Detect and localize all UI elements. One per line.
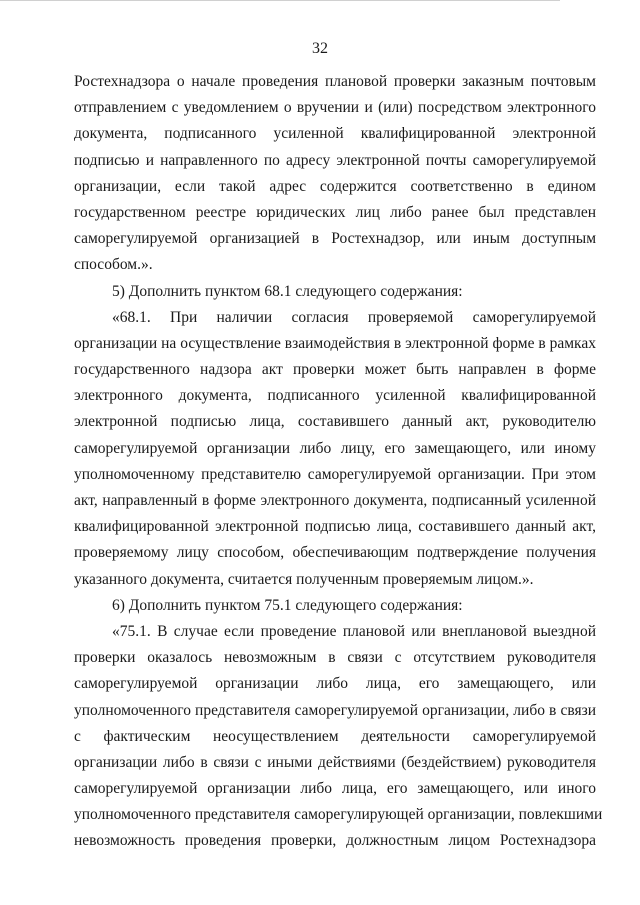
text-line: Ростехнадзора о начале проведения плановой проверки заказным почтовым	[74, 73, 596, 90]
text-line: проверки оказалось невозможным в связи с отсутствием руководителя	[74, 649, 596, 667]
text-line: саморегулируемой организации либо лицу, его замещающего, или иному	[74, 439, 596, 457]
text-line: «68.1. При наличии согласия проверяемой саморегулируемой	[112, 308, 596, 326]
text-line: документа, подписанного усиленной квалифицированной электронной	[74, 125, 596, 143]
text-line: государственного надзора акт проверки может быть направлен в форме	[74, 361, 596, 379]
text-line: организации либо в связи с иными действиями (бездействием) руководителя	[74, 753, 596, 771]
text-line: уполномоченного представителя саморегулируемой организации, либо в связи	[74, 701, 596, 719]
text-line: акт, направленный в форме электронного документа, подписанный усиленной	[74, 492, 596, 509]
text-line: саморегулируемой организации либо лица, его замещающего, или	[74, 675, 596, 693]
text-line: уполномоченного представителя саморегулирующей организации, повлекшими	[74, 806, 603, 824]
text-line: невозможность проведения проверки, должностным лицом Ростехнадзора	[74, 832, 596, 850]
text-line: способом.».	[74, 256, 153, 274]
text-line: с фактическим неосуществлением деятельности саморегулируемой	[74, 727, 596, 745]
text-line: указанного документа, считается полученным проверяемым лицом.».	[74, 570, 534, 588]
text-line: государственном реестре юридических лиц либо ранее был представлен	[74, 203, 596, 221]
document-body	[74, 69, 603, 855]
top-rule	[0, 0, 560, 1]
text-line: электронной подписью лица, составившего данный акт, руководителю	[74, 413, 596, 431]
text-line: «75.1. В случае если проведение плановой или внеплановой выездной	[112, 622, 596, 640]
text-line: организации, если такой адрес содержится соответственно в едином	[74, 177, 596, 195]
text-line: организации на осуществление взаимодействия в электронной форме в рамках	[74, 334, 596, 352]
text-line: подписью и направленного по адресу электронной почты саморегулируемой	[74, 151, 596, 169]
text-line: саморегулируемой организацией в Ростехнадзор, или иным доступным	[74, 230, 596, 248]
text-line: электронного документа, подписанного усиленной квалифицированной	[74, 387, 596, 405]
text-line: уполномоченному представителю саморегулируемой организации. При этом	[74, 465, 596, 483]
text-line: саморегулируемой организации либо лица, его замещающего, или иного	[74, 780, 596, 798]
text-line: проверяемому лицу способом, обеспечивающим подтверждение получения	[74, 544, 596, 562]
page-number: 32	[312, 40, 328, 57]
text-line: 6) Дополнить пунктом 75.1 следующего содержания:	[112, 596, 463, 614]
text-line: отправлением с уведомлением о вручении и (или) посредством электронного	[74, 99, 596, 117]
text-line: квалифицированной электронной подписью лица, составившего данный акт,	[74, 518, 596, 536]
text-line: 5) Дополнить пунктом 68.1 следующего содержания:	[112, 282, 463, 300]
